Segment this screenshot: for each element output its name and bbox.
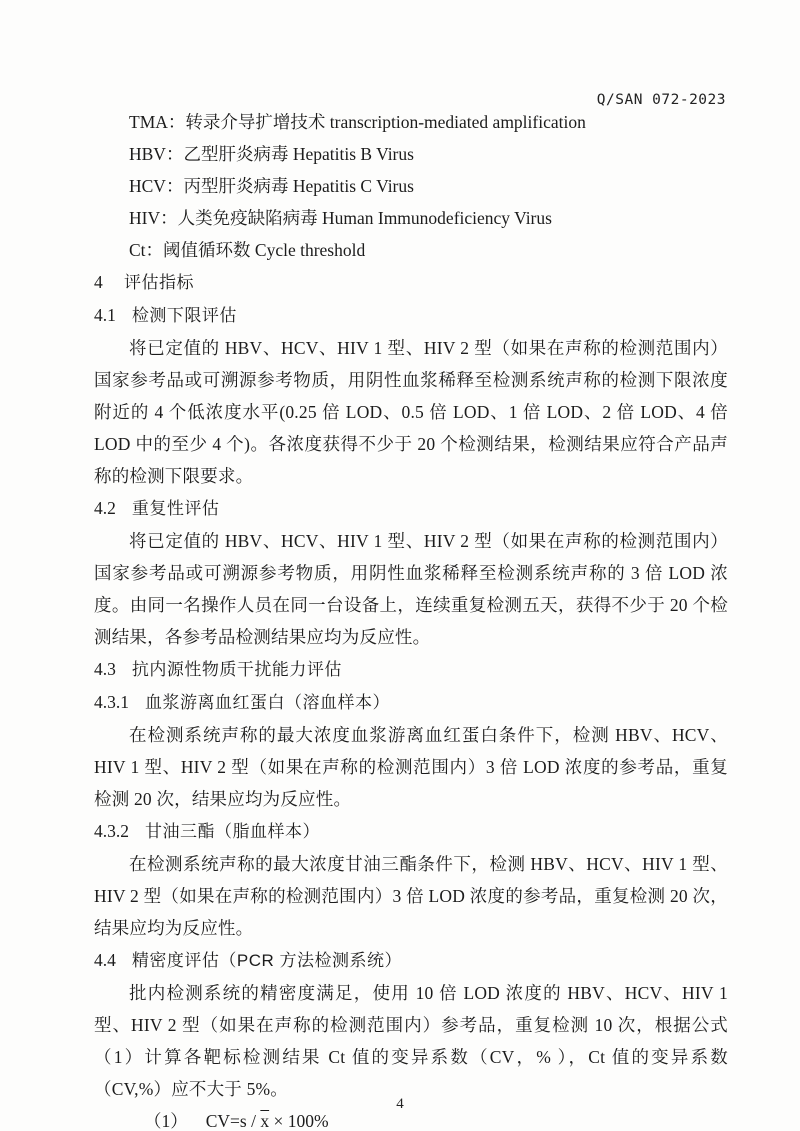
section-number: 4.3.1 — [94, 692, 129, 712]
section-title: 血浆游离血红蛋白（溶血样本） — [145, 693, 390, 712]
section-heading-4-2 — [94, 492, 728, 525]
abbreviation-item-tma: TMA：转录介导扩增技术 transcription-mediated amplification — [129, 112, 586, 132]
section-number: 4.4 — [94, 950, 116, 970]
section-heading-4-3-1 — [94, 686, 728, 719]
section-paragraph: 将已定值的 HBV、HCV、HIV 1 型、HIV 2 型（如果在声称的检测范围内）国家参考品或可溯源参考物质，用阴性血浆稀释至检测系统声称的检测下限浓度附近的 4 个低浓度水平(0.25 倍 LOD、0.5 倍 LOD、1 倍 LOD、2 倍 LOD、4 倍 LOD 中的至少 4 个)。各浓度获得不少于 20 个检测结果，检测结果应符合产品声称的检测下限要求。 — [94, 338, 728, 486]
section-number: 4.1 — [94, 305, 116, 325]
section-paragraph: 在检测系统声称的最大浓度血浆游离血红蛋白条件下，检测 HBV、HCV、HIV 1 型、HIV 2 型（如果在声称的检测范围内）3 倍 LOD 浓度的参考品，重复检测 20 次，结果应均为反应性。 — [94, 725, 728, 809]
formula-prefix: CV=s / — [205, 1111, 261, 1131]
section-heading-4-3 — [94, 653, 728, 686]
section-heading-4 — [94, 266, 728, 299]
section-number: 4.3 — [94, 659, 116, 679]
abbreviation-item-hbv: HBV：乙型肝炎病毒 Hepatitis B Virus — [129, 144, 414, 164]
section-title: 检测下限评估 — [131, 306, 237, 325]
section-title: 重复性评估 — [131, 499, 220, 518]
abbreviation-item-hiv: HIV：人类免疫缺陷病毒 Human Immunodeficiency Virus — [129, 208, 552, 228]
section-heading-4-3-2 — [94, 815, 728, 848]
abbreviation-item-ct: Ct：阈值循环数 Cycle threshold — [129, 240, 366, 260]
page-number: 4 — [396, 1096, 404, 1112]
formula-label: （1） — [144, 1111, 188, 1131]
section-number: 4.3.2 — [94, 821, 129, 841]
section-title: 精密度评估（PCR 方法检测系统） — [131, 951, 402, 970]
section-paragraph: 将已定值的 HBV、HCV、HIV 1 型、HIV 2 型（如果在声称的检测范围内）国家参考品或可溯源参考物质，用阴性血浆稀释至检测系统声称的 3 倍 LOD 浓度。由同一名操作人员在同一台设备上，连续重复检测五天，获得不少于 20 个检测结果，各参考品检测结果应均为反应性。 — [94, 531, 728, 647]
section-number: 4.2 — [94, 498, 116, 518]
section-title: 甘油三酯（脂血样本） — [145, 822, 320, 841]
abbreviation-item-hcv: HCV：丙型肝炎病毒 Hepatitis C Virus — [129, 176, 414, 196]
document-code-header: Q/SAN 072-2023 — [596, 92, 726, 108]
formula-suffix: × 100% — [269, 1111, 329, 1131]
section-paragraph: 批内检测系统的精密度满足，使用 10 倍 LOD 浓度的 HBV、HCV、HIV 1 型、HIV 2 型（如果在声称的检测范围内）参考品，重复检测 10 次，根据公式（1）计算各靶标检测结果 Ct 值的变异系数（CV，% ），Ct 值的变异系数（CV,%）应不大于 5%。 — [94, 983, 728, 1099]
section-number: 4 — [94, 272, 103, 292]
document-body — [94, 106, 728, 1131]
section-title: 评估指标 — [124, 273, 194, 292]
formula-xbar: $\overline{x}$ — [260, 1111, 270, 1131]
section-heading-4-4 — [94, 944, 728, 977]
section-heading-4-1 — [94, 299, 728, 332]
section-paragraph: 在检测系统声称的最大浓度甘油三酯条件下，检测 HBV、HCV、HIV 1 型、HIV 2 型（如果在声称的检测范围内）3 倍 LOD 浓度的参考品，重复检测 20 次，结果应均为反应性。 — [94, 854, 728, 938]
section-title: 抗内源性物质干扰能力评估 — [131, 660, 342, 679]
